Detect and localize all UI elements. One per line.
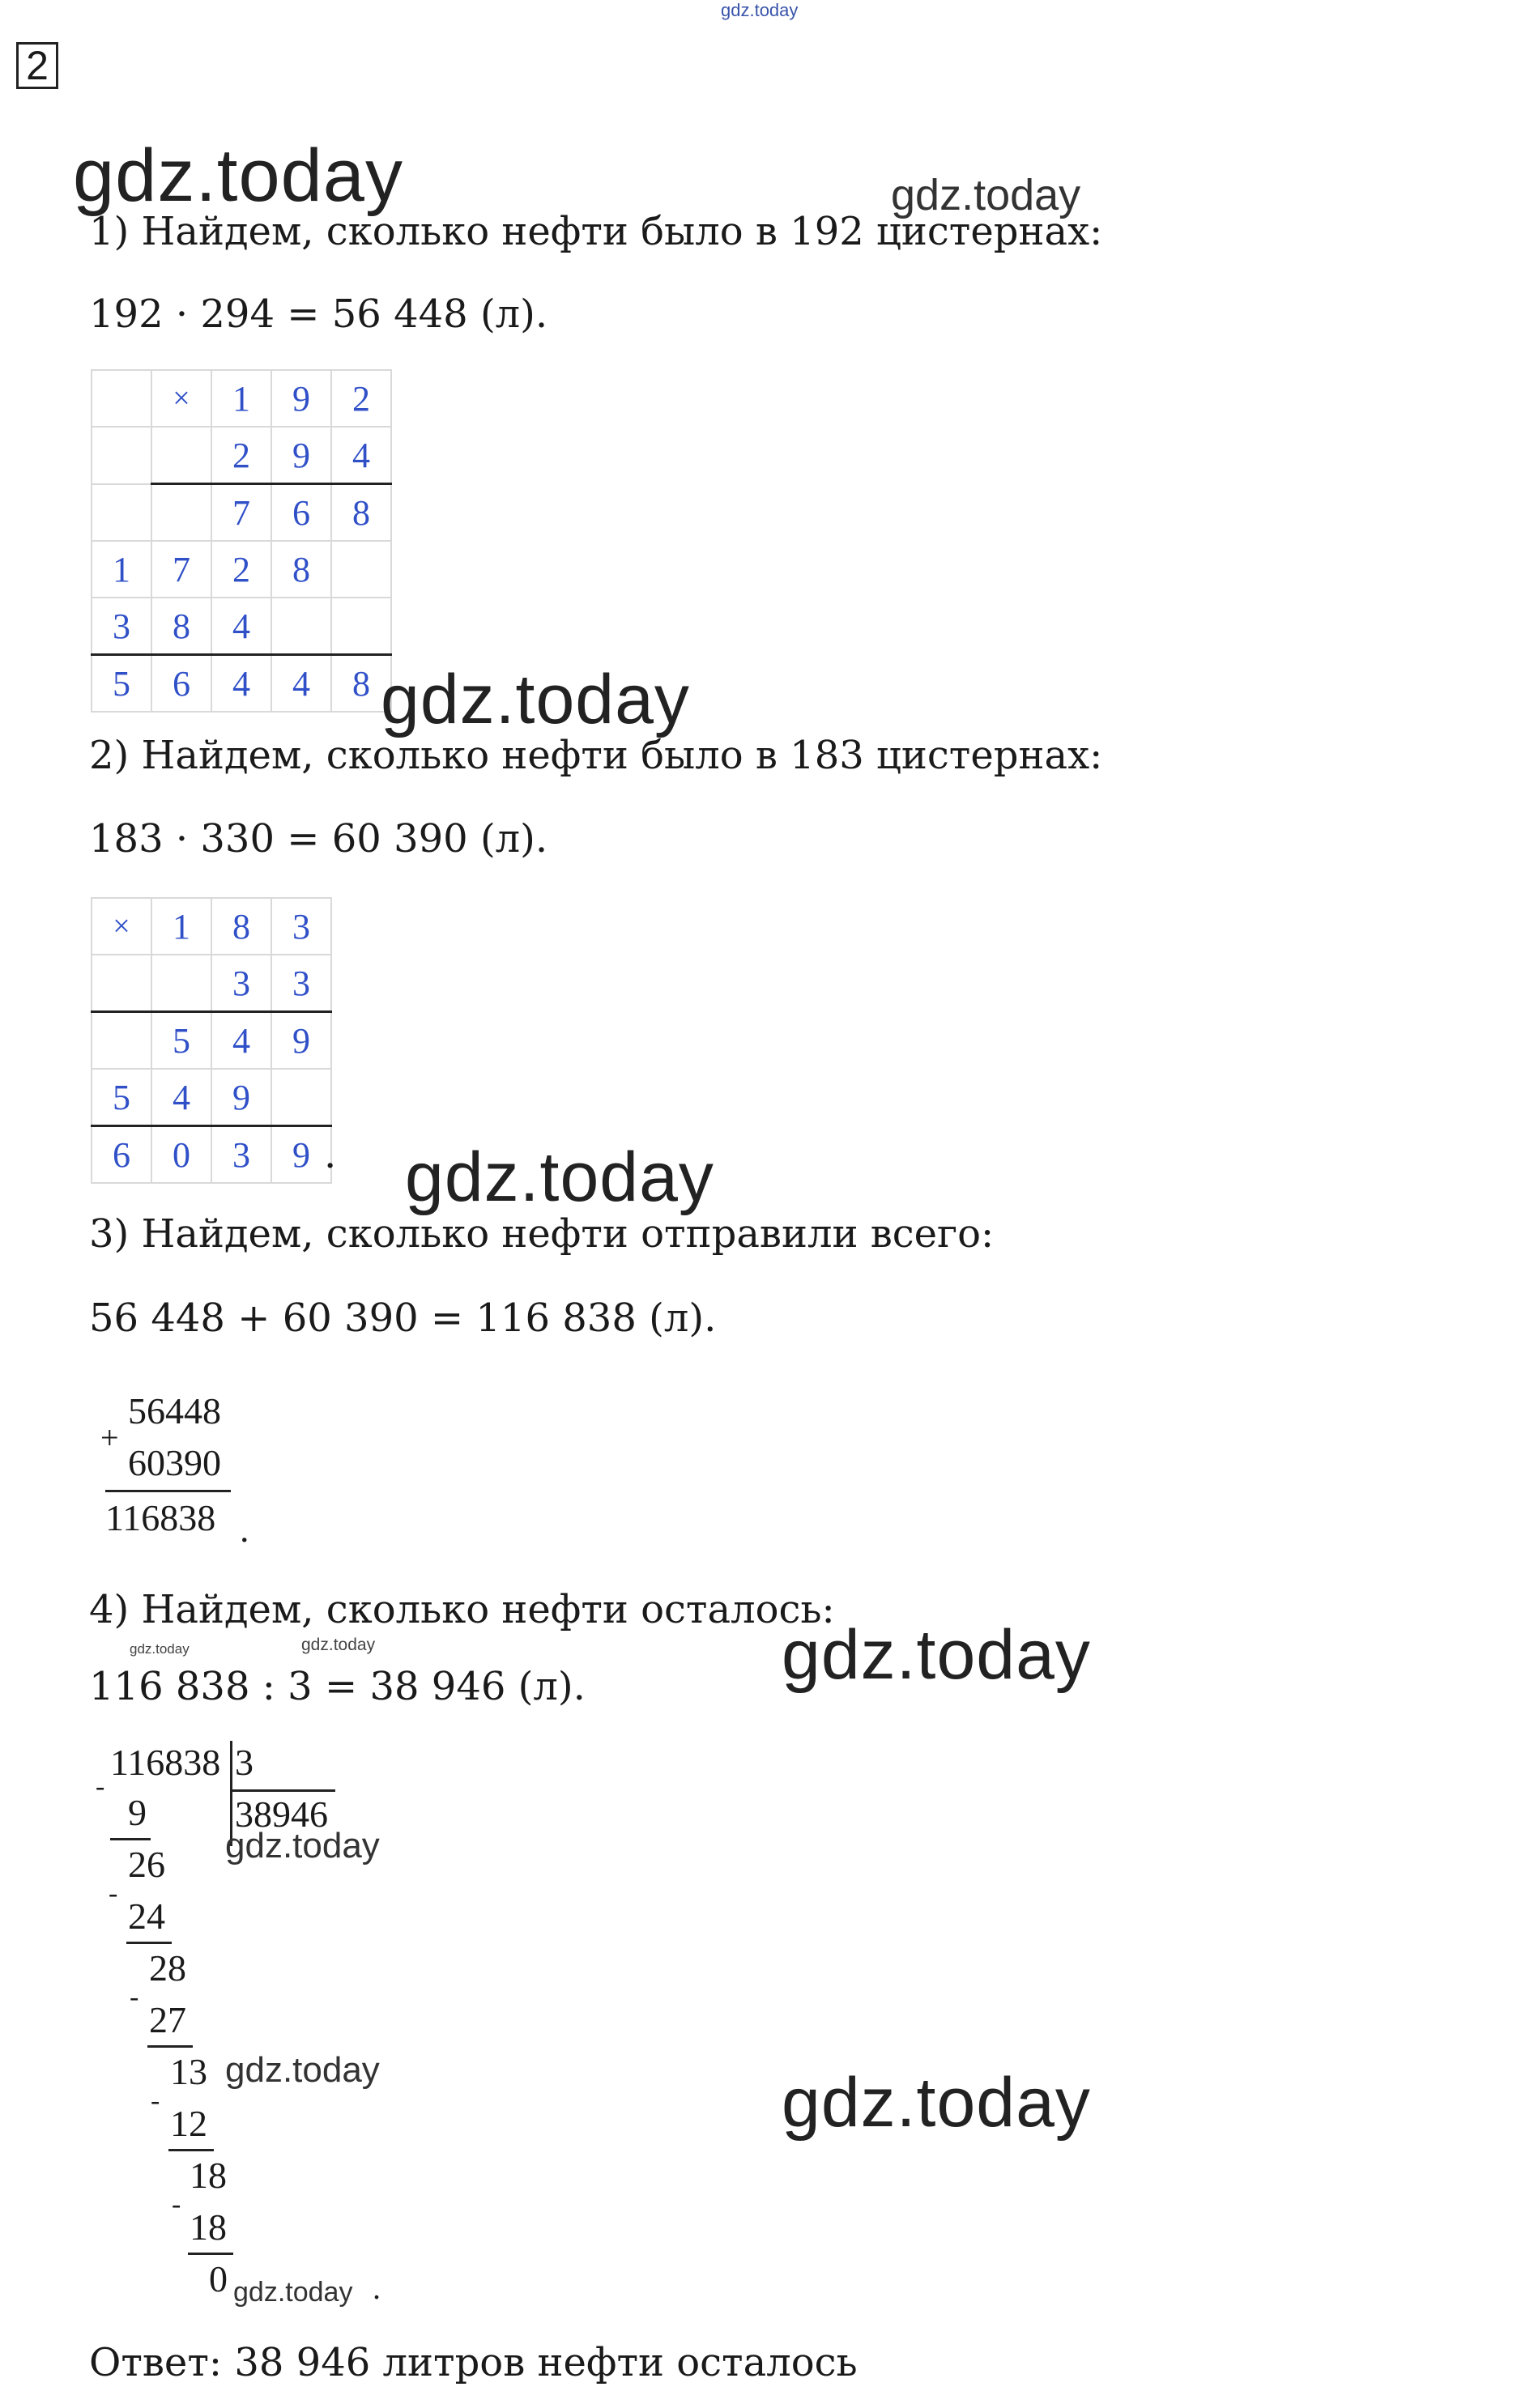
- grid-cell: [92, 427, 151, 484]
- division-step: 28: [149, 1947, 186, 1989]
- division-step: 12: [170, 2103, 207, 2144]
- grid-cell: 5: [92, 1069, 151, 1126]
- answer: Ответ: 38 946 литров нефти осталось: [89, 2340, 858, 2385]
- grid-cell: [92, 370, 151, 427]
- grid-cell: 9: [271, 370, 331, 427]
- grid-cell: 9: [271, 427, 331, 484]
- grid-cell: [271, 598, 331, 655]
- division-step: 0: [209, 2258, 228, 2300]
- grid-cell: 1: [211, 370, 271, 427]
- watermark: gdz.today: [381, 661, 690, 738]
- minus-sign: -: [109, 1878, 118, 1908]
- step-4-text: 4) Найдем, сколько нефти осталось:: [89, 1587, 835, 1632]
- period: .: [324, 1132, 337, 1177]
- grid-cell: 4: [331, 427, 391, 484]
- minus-sign: -: [172, 2189, 181, 2219]
- period: .: [240, 1508, 249, 1550]
- watermark: gdz.today: [225, 1826, 380, 1866]
- multiply-sign: ×: [92, 898, 151, 955]
- grid-cell: 6: [271, 484, 331, 542]
- grid-cell: 2: [211, 427, 271, 484]
- division-step: 18: [190, 2155, 227, 2196]
- step-2-text: 2) Найдем, сколько нефти было в 183 цистернах:: [89, 733, 1103, 778]
- grid-cell: 2: [211, 541, 271, 598]
- grid-cell: [92, 1012, 151, 1070]
- grid-cell: 8: [211, 898, 271, 955]
- divisor: 3: [235, 1742, 254, 1783]
- step-4-equation: 116 838 : 3 = 38 946 (л).: [89, 1664, 586, 1709]
- grid-cell: 3: [271, 955, 331, 1012]
- watermark-top: gdz.today: [721, 0, 799, 20]
- grid-cell: 8: [331, 484, 391, 542]
- multiply-sign: ×: [151, 370, 211, 427]
- division-line: [168, 2149, 214, 2151]
- grid-cell: 3: [92, 598, 151, 655]
- grid-cell: 9: [271, 1126, 331, 1184]
- watermark: gdz.today: [301, 1636, 376, 1654]
- quotient-line: [230, 1789, 335, 1792]
- minus-sign: -: [96, 1772, 105, 1802]
- period: .: [373, 2270, 381, 2306]
- watermark: gdz.today: [73, 134, 403, 217]
- grid-cell: 3: [211, 955, 271, 1012]
- grid-cell: 7: [151, 541, 211, 598]
- grid-cell: 6: [92, 1126, 151, 1184]
- watermark: gdz.today: [405, 1138, 714, 1216]
- division-line: [147, 2045, 193, 2048]
- division-step: 13: [170, 2051, 207, 2092]
- watermark: gdz.today: [782, 1616, 1091, 1694]
- division-step: 18: [190, 2206, 227, 2248]
- step-2-equation: 183 · 330 = 60 390 (л).: [89, 816, 548, 862]
- grid-cell: 1: [92, 541, 151, 598]
- grid-cell: 9: [271, 1012, 331, 1070]
- watermark: gdz.today: [225, 2050, 380, 2090]
- grid-cell: 8: [271, 541, 331, 598]
- division-step: 26: [128, 1844, 165, 1885]
- division-line: [188, 2253, 233, 2255]
- dividend: 116838: [110, 1742, 221, 1783]
- grid-cell: [331, 598, 391, 655]
- grid-cell: 9: [211, 1069, 271, 1126]
- grid-cell: 1: [151, 898, 211, 955]
- grid-cell: 4: [271, 655, 331, 713]
- multiplication-grid-1: [91, 369, 392, 713]
- grid-cell: 8: [331, 655, 391, 713]
- grid-cell: [271, 1069, 331, 1126]
- watermark: gdz.today: [233, 2277, 353, 2308]
- grid-cell: [151, 484, 211, 542]
- sum: 116838: [105, 1497, 216, 1538]
- grid-cell: [151, 955, 211, 1012]
- step-1-text: 1) Найдем, сколько нефти было в 192 цистернах:: [89, 209, 1103, 254]
- grid-cell: 4: [211, 598, 271, 655]
- division-step: 24: [128, 1895, 165, 1937]
- minus-sign: -: [151, 2086, 160, 2116]
- grid-cell: 0: [151, 1126, 211, 1184]
- watermark: gdz.today: [782, 2064, 1091, 2142]
- step-3-text: 3) Найдем, сколько нефти отправили всего:: [89, 1211, 995, 1257]
- division-line: [126, 1942, 172, 1944]
- division-line: [110, 1838, 151, 1840]
- step-3-equation: 56 448 + 60 390 = 116 838 (л).: [89, 1295, 717, 1341]
- grid-cell: 6: [151, 655, 211, 713]
- sum-line: [105, 1490, 231, 1492]
- grid-cell: [92, 484, 151, 542]
- step-1-equation: 192 · 294 = 56 448 (л).: [89, 291, 548, 337]
- grid-cell: 3: [211, 1126, 271, 1184]
- division-step: 27: [149, 1999, 186, 2040]
- multiplication-grid-2: [91, 897, 332, 1184]
- division-step: 9: [128, 1792, 147, 1833]
- addend-2: 60390: [128, 1442, 221, 1483]
- watermark: gdz.today: [130, 1641, 190, 1657]
- grid-cell: 4: [211, 655, 271, 713]
- plus-sign: +: [100, 1419, 119, 1456]
- grid-cell: 7: [211, 484, 271, 542]
- grid-cell: 5: [92, 655, 151, 713]
- task-number-box: 2: [16, 42, 58, 89]
- grid-cell: [331, 541, 391, 598]
- grid-cell: 8: [151, 598, 211, 655]
- grid-cell: 3: [271, 898, 331, 955]
- minus-sign: -: [130, 1982, 139, 2012]
- grid-cell: 5: [151, 1012, 211, 1070]
- watermark: gdz.today: [891, 171, 1081, 219]
- grid-cell: [151, 427, 211, 484]
- grid-cell: 4: [211, 1012, 271, 1070]
- addend-1: 56448: [128, 1390, 221, 1432]
- grid-cell: 2: [331, 370, 391, 427]
- grid-cell: [92, 955, 151, 1012]
- quotient: 38946: [235, 1793, 328, 1835]
- grid-cell: 4: [151, 1069, 211, 1126]
